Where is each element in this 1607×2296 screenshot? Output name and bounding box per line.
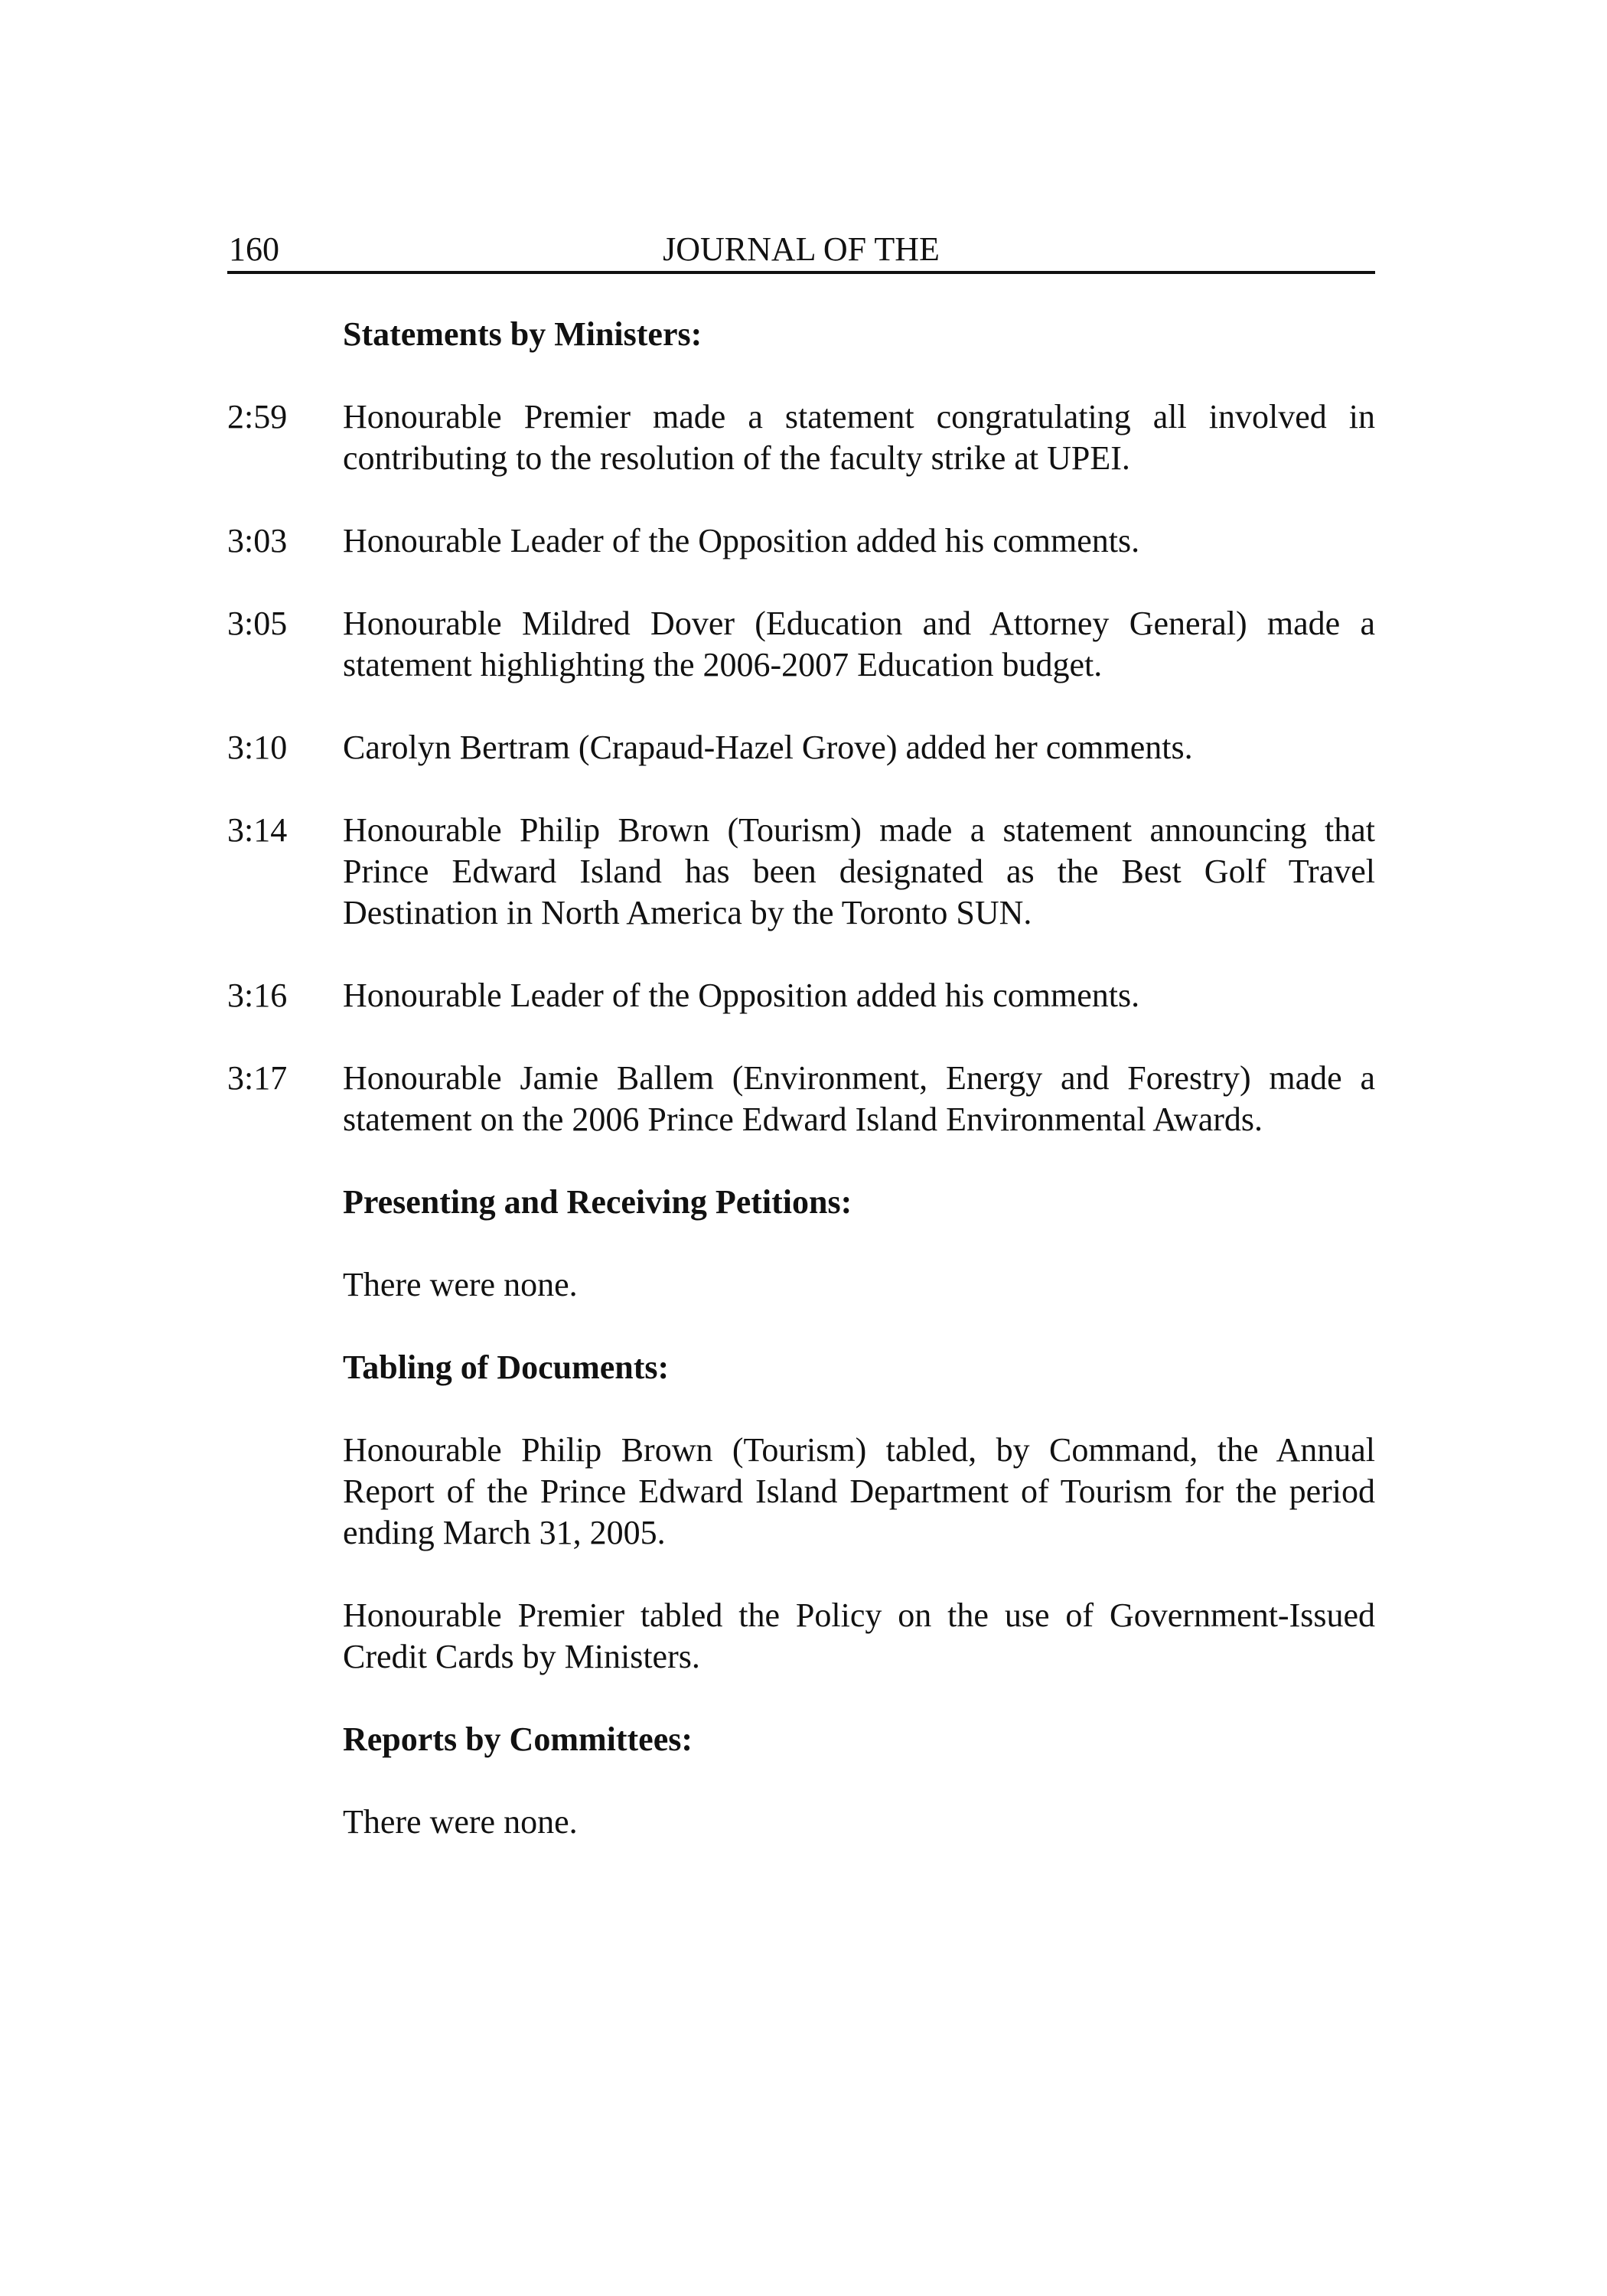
entry-text: Honourable Leader of the Opposition added his comments. — [343, 977, 1140, 1014]
running-head: JOURNAL OF THE — [663, 230, 940, 268]
section-heading-tabling: Tabling of Documents: — [343, 1349, 670, 1386]
tabling-paragraph: Honourable Philip Brown (Tourism) tabled, by Command, the Annual Report of the Prince Edward Island Department of Tourism for the period ending March 31, 2005. — [343, 1431, 1375, 1551]
committees-text: There were none. — [343, 1803, 578, 1841]
entry-text: Honourable Premier made a statement congratulating all involved in contributing to the resolution of the faculty strike at UPEI. — [343, 398, 1375, 477]
page-header — [227, 228, 1375, 274]
entry-text: Honourable Jamie Ballem (Environment, Energy and Forestry) made a statement on the 2006 Prince Edward Island Environmental Awards. — [343, 1059, 1375, 1138]
statement-entry — [227, 810, 1375, 934]
entry-text: Carolyn Bertram (Crapaud-Hazel Grove) added her comments. — [343, 729, 1193, 766]
entry-text: Honourable Philip Brown (Tourism) made a statement announcing that Prince Edward Island has been designated as the Best Golf Travel Destination in North America by the Toronto SUN. — [343, 811, 1375, 931]
entry-time: 2:59 — [227, 398, 288, 435]
statement-entry — [227, 396, 1375, 479]
entry-time: 3:17 — [227, 1059, 288, 1097]
entry-time: 3:16 — [227, 977, 288, 1014]
entry-text: Honourable Mildred Dover (Education and Attorney General) made a statement highlighting the 2006-2007 Education budget. — [343, 605, 1375, 683]
entry-time: 3:03 — [227, 522, 288, 559]
petitions-text: There were none. — [343, 1266, 578, 1303]
tabling-paragraph: Honourable Premier tabled the Policy on the use of Government-Issued Credit Cards by Ministers. — [343, 1596, 1375, 1675]
page-number: 160 — [229, 230, 279, 268]
entry-text: Honourable Leader of the Opposition added his comments. — [343, 522, 1140, 559]
journal-body — [227, 314, 1375, 1843]
entry-time: 3:05 — [227, 605, 288, 642]
entry-time: 3:14 — [227, 811, 288, 849]
statement-entry — [227, 603, 1375, 686]
statement-entry — [227, 1058, 1375, 1140]
entry-time: 3:10 — [227, 729, 288, 766]
section-heading-petitions: Presenting and Receiving Petitions: — [343, 1183, 852, 1221]
section-heading-statements: Statements by Ministers: — [343, 315, 702, 353]
section-heading-committees: Reports by Committees: — [343, 1720, 693, 1758]
statement-entry — [227, 975, 1375, 1016]
statement-entry — [227, 520, 1375, 562]
statement-entry — [227, 727, 1375, 768]
